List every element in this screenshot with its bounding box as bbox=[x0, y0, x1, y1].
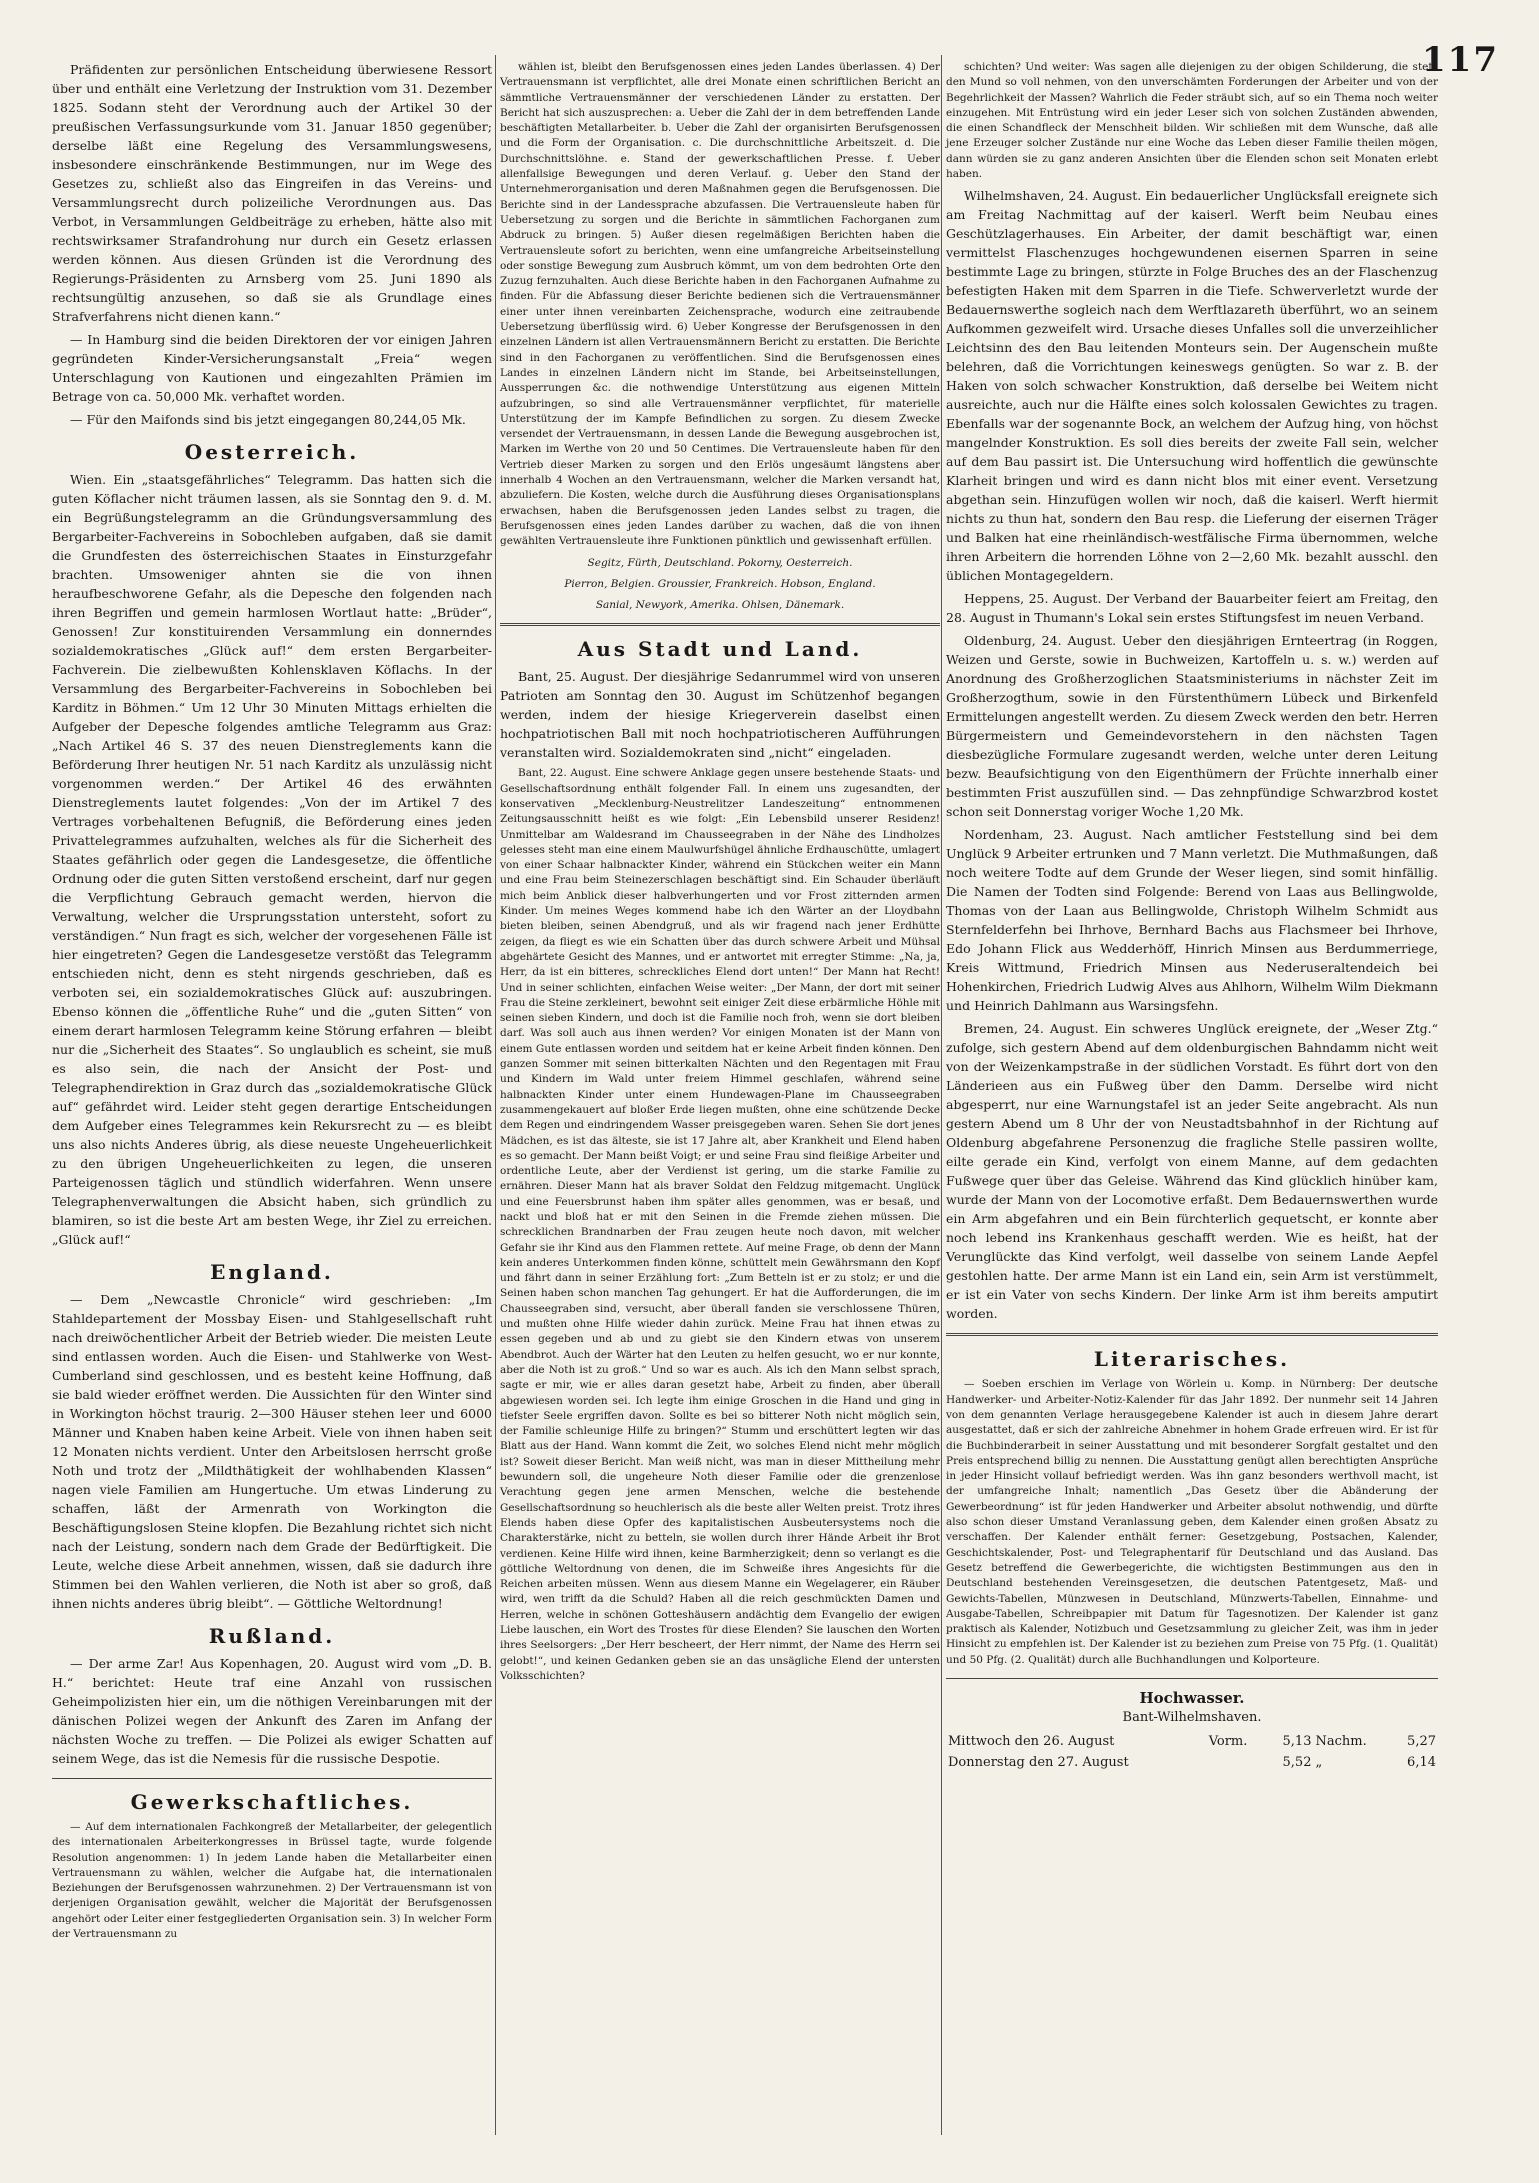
divider bbox=[946, 1333, 1438, 1336]
article-paragraph: Bant, 25. August. Der diesjährige Sedanrummel wird von unseren Patrioten am Sonntag den 30. August im Schützenhof begangen werden, indem der hiesige Kriegerverein daselbst einen hochpatriotischen Ball mit noch hochpatriotischeren Aufführungen veranstalten wird. Sozialdemokraten sind „nicht“ eingeladen. bbox=[500, 669, 940, 761]
article-paragraph: — Soeben erschien im Verlage von Wörlein u. Komp. in Nürnberg: Der deutsche Handwerker- und Arbeiter-Notiz-Kalender für das Jahr 1892. Der nunmehr seit 14 Jahren von dem genannten Verlage herausgegebene Kalender ist auch in diesem Jahre derart ausgestattet, daß er sich der zahlreiche Abnehmer in hohem Grade erfreuen wird. Er ist für die Buchbinderarbeit in seiner Ausstattung und mit besonderer Sorgfalt gestaltet und den Preis entsprechend billig zu nennen. Die Ausstattung genügt allen berechtigten Ansprüche in jeder Hinsicht vollauf befriedigt werden. Was ihn ganz besonders werthvoll macht, ist der umfangreiche Inhalt; namentlich „Das Gesetz über die Abänderung der Gewerbeordnung“ ist für jeden Handwerker und Arbeiter absolut nothwendig, und dürfte also schon dieser Umstand Veranlassung geben, dem Kalender einen großen Absatz zu verschaffen. Der Kalender enthält ferner: Gesetzgebung, Postsachen, Kalender, Geschichtskalender, Post- und Telegraphentarif für Deutschland und das Ausland. Das Gesetz betreffend die Gewerbegerichte, die wichtigsten Bestimmungen aus den in Deutschland bestehenden Vereinsgesetzen, die deutschen Patentgesetz, Maß- und Gewichts-Tabellen, Münzwesen in Deutschland, Münzwerts-Tabellen, Einnahme- und Ausgabe-Tabellen, Schreibpapier mit Datum für Tagesnotizen. Der Kalender ist ganz praktisch als Kalender, Notizbuch und Gesetzsammlung zu gleicher Zeit, was ihm in jeder Hinsicht zu empfehlen ist. Der Kalender ist zu beziehen zum Preise von 75 Pfg. (1. Qualität) und 50 Pfg. (2. Qualität) durch alle Buchhandlungen und Kolporteure. bbox=[946, 1378, 1438, 1666]
divider bbox=[52, 1778, 492, 1779]
article-paragraph: Wilhelmshaven, 24. August. Ein bedauerlicher Unglücksfall ereignete sich am Freitag Nachmittag auf der kaiserl. Werft beim Neubau eines Geschützlagerhauses. Ein Arbeiter, der damit beschäftigt war, einen vermittelst Flaschenzuges hochgewundenen eisernen Sparren in seine bestimmte Lage zu bringen, stürzte in Folge Bruches des an der Flaschenzug befestigten Haken mit dem Sparren in die Tiefe. Schwerverletzt wurde der Bedauernswerthe sogleich nach dem Werftlazareth überführt, wo an seinem Aufkommen gezweifelt wird. Ursache dieses Unfalles soll die unverzeihlicher Leichtsinn des den Bau leitenden Monteurs sein. Der Augenschein mußte belehren, daß die Vorrichtungen keineswegs genügten. So war z. B. der Haken von solch schwacher Konstruktion, daß derselbe bei Weitem nicht ausreichte, auch nur die Hälfte eines solch kolossalen Gewichtes zu tragen. Ebenfalls war der sogenannte Bock, an welchem der Aufzug hing, von höchst mangelnder Konstruktion. Es soll dies bereits der zweite Fall sein, welcher auf dem Bau passirt ist. Die Untersuchung wird hoffentlich die gewünschte Klarheit bringen und wird es dann nicht blos mit einer event. Versetzung abgethan sein. Hinzufügen wollen wir noch, daß die kaiserl. Werft hiermit nichts zu thun hat, sondern den Bau resp. die Lieferung der eisernen Träger und Balken hat eine rheinländisch-westfälische Firma übernommen, welche ihren Arbeitern die horrenden Löhne von 2—2,60 Mk. bezahlt ausschl. den üblichen Montagegeldern. bbox=[946, 188, 1438, 584]
divider bbox=[500, 623, 940, 626]
tide-pm: 6,14 bbox=[1407, 1755, 1436, 1771]
column-divider bbox=[941, 55, 942, 2135]
page-number: 117 bbox=[1422, 40, 1499, 80]
article-paragraph: Oldenburg, 24. August. Ueber den diesjährigen Ernteertrag (in Roggen, Weizen und Gerste, sowie in Buchweizen, Kartoffeln u. s. w.) werden auf Anordnung des Großherzoglichen Staatsministeriums in nächster Zeit im Großherzogthum, sowie in den Fürstenthümern Lübeck und Birkenfeld Ermittelungen angestellt werden. Zu diesem Zweck werden den betr. Herren Bürgermeistern und Gemeindevorstehern in den nächsten Tagen diesbezügliche Formulare zugesandt werden, welche unter deren Leitung bezw. Beaufsichtigung von den Eigenthümern der Früchte innerhalb einer bestimmten Frist auszufüllen sind. — Das zehnpfündige Schwarzbrod kostet schon seit Donnerstag voriger Woche 1,20 Mk. bbox=[946, 633, 1438, 820]
article-paragraph: Nordenham, 23. August. Nach amtlicher Feststellung sind bei dem Unglück 9 Arbeiter ertrunken und 7 Mann verletzt. Die Muthmaßungen, daß noch weitere Todte auf dem Grunde der Weser liegen, sind somit hinfällig. Die Namen der Todten sind Folgende: Berend von Laas aus Bellingwolde, Thomas von der Laan aus Bellingwolde, Christoph Wilhelm Schmidt aus Sternfelderfehn bei Ihrhove, Bernhard Bachs aus Flachsmeer bei Ihrhove, Edo Johann Flick aus Wedderhöff, Hinrich Minsen aus Berdummerriege, Kreis Wittmund, Friedrich Minsen aus Nederuseraltendeich bei Hohenkirchen, Friedrich Ludwig Alves aus Ahlhorn, Wilhelm Wilm Diekmann und Heinrich Dahlmann aus Warsingsfehn. bbox=[946, 827, 1438, 1014]
column-divider bbox=[495, 55, 496, 2135]
signature-line: Sanial, Newyork, Amerika. Ohlsen, Dänemark. bbox=[595, 599, 845, 612]
tides-place: Bant-Wilhelmshaven. bbox=[1122, 1710, 1262, 1726]
signature-line: Pierron, Belgien. Groussier, Frankreich. Hobson, England. bbox=[564, 577, 876, 590]
tide-pm-label: „ bbox=[1315, 1755, 1323, 1771]
article-paragraph: — Für den Maifonds sind bis jetzt eingegangen 80,244,05 Mk. bbox=[70, 412, 466, 427]
article-paragraph: — Auf dem internationalen Fachkongreß der Metallarbeiter, der gelegentlich des internationalen Arbeiterkongresses in Brüssel tagte, wurde folgende Resolution angenommen: 1) In jedem Lande haben die Metallarbeiter einen Vertrauensmann zu wählen, welcher die Aufgabe hat, die internationalen Beziehungen der Berufsgenossen wahrzunehmen. 2) Der Vertrauensmann ist von derjenigen Organisation gewählt, welcher die Majorität der Berufsgenossen angehört oder Leiter einer festgegliederten Organisation sein. 3) In welcher Form der Vertrauensmann zu bbox=[52, 1821, 492, 1941]
tide-day: Mittwoch den 26. August bbox=[948, 1734, 1115, 1750]
tide-am-label bbox=[1207, 1752, 1267, 1773]
tide-pm: 5,27 bbox=[1407, 1734, 1436, 1750]
signature-line: Segitz, Fürth, Deutschland. Pokorny, Oesterreich. bbox=[587, 556, 853, 569]
section-heading: Rußland. bbox=[208, 1624, 336, 1648]
column-2 bbox=[500, 60, 940, 1688]
article-paragraph: Wien. Ein „staatsgefährliches“ Telegramm. Das hatten sich die guten Köflacher nicht träumen lassen, als sie Sonntag den 9. d. M. ein Begrüßungstelegramm an die Gründungsversammlung des Bergarbeiter-Fachvereins in Sobochleben aufgaben, daß sie damit die Grundfesten des österreichischen Staates in Einsturzgefahr brachten. Umsoweniger ahnten sie die von ihnen heraufbeschworene Gefahr, als die Depesche den folgenden nach ihren Begriffen und gemein harmlosen Wortlaut hatte: „Brüder“, Genossen! Zur konstituirenden Versammlung ein donnerndes sozialdemokratisches „Glück auf!“ dem ersten Bergarbeiter-Fachverein. Die zielbewußten Kohlensklaven Köflachs. In der Versammlung des Bergarbeiter-Fachvereins in Sobochleben bei Karditz in Böhmen.“ Um 12 Uhr 30 Minuten Mittags erhielten die Aufgeber der Depesche folgendes amtliche Telegramm aus Graz: „Nach Artikel 46 S. 37 des neuen Dienstreglements kann die Beförderung Ihrer heutigen Nr. 51 nach Karditz als unzulässig nicht vorgenommen werden.“ Der Artikel 46 des erwähnten Dienstreglements lautet folgendes: „Von der im Artikel 7 des Vertrages vorbehaltenen Befugniß, die Beförderung eines jeden Privattelegrammes aufzuhalten, welches als für die Sicherheit des Staates gefährlich oder gegen die Landesgesetze, die öffentliche Ordnung oder die guten Sitten verstoßend erscheint, darf nur gegen die Verpflichtung Gebrauch gemacht werden, hiervon die Verwaltung, welcher die Ursprungsstation untersteht, sofort zu verständigen.“ Nun fragt es sich, welcher der vorgesehenen Fälle ist hier eingetreten? Gegen die Landesgesetze verstößt das Telegramm entschieden nicht, denn es steht nirgends geschrieben, daß es verboten sei, ein sozialdemokratisches Glück auf: auszubringen. Ebenso können die „öffentliche Ruhe“ und die „guten Sitten“ von einem derart harmlosen Telegramm keine Störung erfahren — bleibt nur die „Sicherheit des Staates“. So unglaublich es scheint, sie muß es also sein, die nach der Ansicht der Post- und Telegraphendirektion in Graz durch das „sozialdemokratische Glück auf“ gefährdet wird. Leider steht gegen derartige Entscheidungen dem Aufgeber eines Telegrammes kein Rekursrecht zu — es bleibt uns also nichts Anderes übrig, als diese neueste Ungeheuerlichkeit zu den übrigen Ungeheuerlichkeiten zu legen, die unseren Parteigenossen täglich und stündlich widerfahren. Wenn unsere Telegraphenverwaltungen die Absicht haben, sich gründlich zu blamiren, so ist die beste Art am besten Wege, ihr Ziel zu erreichen. „Glück auf!“ bbox=[52, 472, 492, 1247]
article-paragraph: Bant, 22. August. Eine schwere Anklage gegen unsere bestehende Staats- und Gesellschaftsordnung enthält folgender Fall. In einem uns zugesandten, der konservativen „Mecklenburg-Neustrelitzer Landeszeitung“ entnommenen Zeitungsausschnitt heißt es wie folgt: „Ein Lebensbild unserer Residenz! Unmittelbar am Waldesrand im Chausseegraben in der Nähe des Lindholzes gelesses steht man eine einem Maulwurfshügel ähnliche Erdhauschütte, umlagert von einer Schaar halbnackter Kinder, während ein Stückchen weiter ein Mann und eine Frau beim Steinezerschlagen beschäftigt sind. Ein Schauder überläuft mich beim Anblick dieser halbverhungerten und vor Frost zitternden armen Kinder. Um meines Weges kommend habe ich den Wärter an der Lloydbahn bieten bleiben, seinen Abendgruß, und als wir fragend nach jener Erdhütte zeigen, da fliegt es wie ein Schatten über das durch schwere Arbeit und Mühsal abgehärtete Gesicht des Mannes, und er antwortet mit erregter Stimme: „Na, ja, Herr, da ist ein bitteres, schreckliches Elend dort unten!“ Der Mann hat Recht! Und in seiner schlichten, einfachen Weise weiter: „Der Mann, der dort mit seiner Frau die Steine zerkleinert, bewohnt seit einiger Zeit diese erbärmliche Höhle mit seinen sieben Kindern, und doch ist die Familie noch froh, wenn sie dort bleiben darf. Was soll auch aus ihnen werden? Vor einigen Monaten ist der Mann von einem Gute entlassen worden und seitdem hat er keine Arbeit finden können. Den ganzen Sommer mit seinen bitterkalten Nächten und den Regentagen mit Frau und Kindern im Wald unter freiem Himmel geschlafen, während seine halbnackten Kinder unter einem Hundewagen-Plane im Chausseegraben zusammengekauert auf bloßer Erde liegen mußten, ohne eine schützende Decke dem Regen und eindringendem Wasser preisgegeben waren. Sehen Sie dort jenes Mädchen, es ist das älteste, sie ist 17 Jahre alt, aber Krankheit und Elend haben es so gemacht. Der Mann beißt Voigt; er und seine Frau sind fleißige Arbeiter und ordentliche Leute, aber der Verdienst ist gering, um die starke Familie zu ernähren. Dieser Mann hat als braver Soldat den Feldzug mitgemacht. Unglück und eine Feuersbrunst haben ihm später alles genommen, was er besaß, und nackt und bloß hat er mit den Seinen in die Fremde ziehen müssen. Die schrecklichen Brandnarben der Frau zeugen heute noch davon, mit welcher Gefahr sie ihr Kind aus den Flammen rettete. Auf meine Frage, ob denn der Mann kein anderes Unterkommen finden könne, schüttelt mein Gewährsmann den Kopf und fährt dann in seiner Erzählung fort: „Zum Betteln ist er zu stolz; er und die Seinen haben schon manchen Tag gehungert. Er hat die Aufforderungen, die im Chausseegraben sind, versucht, aber überall fanden sie verschlossene Thüren, und mußten ohne Hilfe wieder dahin zurück. Meine Frau hat ihnen etwas zu essen gegeben und ab und zu giebt sie den Kindern etwas von unserem Abendbrot. Auch der Wärter hat den Leuten zu helfen gesucht, wo er nur konnte, aber die Noth ist zu groß.“ Und so war es auch. Als ich den Mann selbst sprach, sagte er mir, wie er alles daran gesetzt habe, Arbeit zu finden, aber überall abgewiesen worden sei. Ich legte ihm einige Groschen in die Hand und ging in tiefster Seele ergriffen davon. Sollte es bei so bitterer Noth nicht möglich sein, der Familie schleunige Hilfe zu bringen?“ Stumm und erschüttert legten wir das Blatt aus der Hand. Wann kommt die Zeit, wo solches Elend nicht mehr möglich ist? Soweit dieser Bericht. Man weiß nicht, was man in dieser Mittheilung mehr bewundern soll, die ungeheure Noth dieser Familie oder die grenzenlose Verachtung gegen jene armen Menschen, welche die bestehende Gesellschaftsordnung so heuchlerisch als die beste aller Welten preist. Trotz ihres Elends haben diese Opfer des kapitalistischen Ausbeutersystems noch die Charakterstärke, nicht zu betteln, sie wollen durch ihrer Hände Arbeit ihr Brot verdienen. Keine Hilfe wird ihnen, keine Barmherzigkeit; denn so verlangt es die göttliche Weltordnung von denen, die im Schweiße ihres Angesichts für die Reichen arbeiten müssen. Wenn aus diesem Manne ein Wegelagerer, ein Räuber wird, wen trifft da die Schuld? Haben all die reich geschmückten Damen und Herren, welche in schönen Gotteshäusern andächtig dem Evangelio der ewigen Liebe lauschen, ein Wort des Trostes für diese Elenden? Sie lauschen den Worten ihres Seelsorgers: „Der Herr bescheert, der Herr nimmt, der Name des Herrn sei gelobt!“, und keinen Gedanken geben sie an das unsägliche Elend der untersten Volksschichten? bbox=[500, 767, 940, 1682]
article-paragraph: Heppens, 25. August. Der Verband der Bauarbeiter feiert am Freitag, den 28. August in Thumann's Lokal sein erstes Stiftungsfest im neuen Verband. bbox=[946, 591, 1438, 626]
section-heading: England. bbox=[210, 1260, 334, 1284]
section-heading: Aus Stadt und Land. bbox=[577, 637, 863, 662]
section-heading: Oesterreich. bbox=[184, 440, 360, 464]
article-paragraph: — In Hamburg sind die beiden Direktoren der vor einigen Jahren gegründeten Kinder-Versicherungsanstalt „Freia“ wegen Unterschlagung von Kautionen und eingezahlten Prämien im Betrage von ca. 50,000 Mk. verhaftet worden. bbox=[52, 332, 492, 404]
tide-am-label: Vorm. bbox=[1208, 1734, 1248, 1750]
tide-day: Donnerstag den 27. August bbox=[948, 1755, 1129, 1771]
section-heading: Literarisches. bbox=[1093, 1347, 1291, 1372]
article-paragraph: schichten? Und weiter: Was sagen alle diejenigen zu der obigen Schilderung, die stets den Mund so voll nehmen, von den unverschämten Forderungen der Arbeiter und von der Begehrlichkeit der Massen? Wahrlich die Feder sträubt sich, auf so ein Thema noch weiter einzugehen. Mit Entrüstung wird ein jeder Leser sich von solchen Zuständen abwenden, die einen Schandfleck der Menschheit bilden. Wir schließen mit dem Wunsche, daß alle jene Erzeuger solcher Zustände nur eine Woche das Leben dieser Familie theilen mögen, dann würden sie zu ganz anderen Ansichten über die Elenden schon seit Monaten erlebt haben. bbox=[946, 61, 1438, 181]
table-row bbox=[946, 1731, 1438, 1752]
section-heading: Gewerkschaftliches. bbox=[130, 1790, 414, 1814]
column-1 bbox=[52, 60, 492, 1946]
column-3 bbox=[946, 60, 1438, 1773]
tide-am: 5,52 bbox=[1282, 1755, 1312, 1771]
article-paragraph: wählen ist, bleibt den Berufsgenossen eines jeden Landes überlassen. 4) Der Vertrauensmann ist verpflichtet, alle drei Monate einen schriftlichen Bericht an sämmtliche Vertrauensmänner der verschiedenen Länder zu erstatten. Der Bericht hat sich auszusprechen: a. Ueber die Zahl der in dem betreffenden Lande beschäftigten Metallarbeiter. b. Ueber die Zahl der organisirten Berufsgenossen und die Form der Organisation. c. Die durchschnittliche Arbeitszeit. d. Die Durchschnittslöhne. e. Stand der gewerkschaftlichen Presse. f. Ueber allenfallsige Bewegungen und deren Verlauf. g. Ueber den Stand der Unternehmerorganisation und deren Maßnahmen gegen die Berufsgenossen. Die Berichte sind in der Landessprache abzufassen. Die Vertrauensleute haben für Uebersetzung zu sorgen und die Berichte in sämmtlichen Fachorganen zum Abdruck zu bringen. 5) Außer diesen regelmäßigen Berichten haben die Vertrauensleute sofort zu berichten, wenn eine umfangreiche Arbeitseinstellung oder sonstige Bewegung zum Ausbruch kömmt, um von dem bedrohten Orte den Zuzug fernzuhalten. Auch diese Berichte haben in den Fachorganen Aufnahme zu finden. Für die Abfassung dieser Berichte bedienen sich die Vertrauensmänner einer unter ihnen vereinbarten Zeichensprache, wodurch eine zeitraubende Uebersetzung überflüssig wird. 6) Ueber Kongresse der Berufsgenossen in den einzelnen Ländern ist allen Vertrauensmännern Bericht zu erstatten. Die Berichte sind in den Fachorganen zu veröffentlichen. Sind die Berufsgenossen eines Landes in einzelnen Ländern nicht im Stande, bei Arbeitseinstellungen, Aussperrungen &c. die nothwendige Unterstützung aus eigenen Mitteln aufzubringen, so sind alle Vertrauensmänner verpflichtet, für materielle Unterstützung der im Kampfe Befindlichen zu sorgen. Zu diesem Zwecke versendet der Vertrauensmann, in dessen Lande die Bewegung ausgebrochen ist, Marken im Werthe von 20 und 50 Centimes. Die Vertrauensleute haben für den Vertrieb dieser Marken zu sorgen und den Erlös ungesäumt längstens aber innerhalb 4 Wochen an den Vertrauensmann, welcher die Marken versandt hat, abzuliefern. Die Kosten, welche durch die Ausführung dieses Organisationsplans erwachsen, haben die Berufsgenossen jeden Landes selbst zu tragen, die Berufsgenossen eines jeden Landes darüber zu wachen, daß die von ihnen gewählten Vertrauensleute ihre Funktionen pünktlich und gewissenhaft erfüllen. bbox=[500, 61, 940, 548]
tide-pm-label: Nachm. bbox=[1315, 1734, 1367, 1750]
divider bbox=[946, 1678, 1438, 1679]
tides-table bbox=[946, 1731, 1438, 1773]
tide-am: 5,13 bbox=[1282, 1734, 1312, 1750]
article-paragraph: Bremen, 24. August. Ein schweres Unglück ereignete, der „Weser Ztg.“ zufolge, sich gestern Abend auf dem oldenburgischen Bahndamm nicht weit von der Weizenkampstraße in der südlichen Vorstadt. Es führt dort von den Länderieen aus ein Fußweg über den Damm. Derselbe wird nicht abgesperrt, nur eine Warnungstafel ist an jeder Seite angebracht. Als nun gestern Abend um 8 Uhr der von Neustadtsbahnhof in der Richtung auf Oldenburg abgefahrene Personenzug die fragliche Stelle passiren wollte, eilte gerade ein Kind, verfolgt von einem Manne, auf dem gedachten Fußwege quer über das Geleise. Während das Kind glücklich hinüber kam, wurde der Mann von der Locomotive erfaßt. Dem Bedauernswerthen wurde ein Arm abgefahren und ein Bein fürchterlich gequetscht, er konnte aber noch lebend ins Krankenhaus geschafft werden. Wie es heißt, hat der Verunglückte das Kind verfolgt, weil dasselbe von seinem Lande Aepfel gestohlen hatte. Der arme Mann ist ein Land ein, sein Arm ist verstümmelt, er ist ein Vater von sechs Kindern. Der linke Arm ist ihm bereits amputirt worden. bbox=[946, 1021, 1438, 1322]
tides-heading: Hochwasser. bbox=[1139, 1689, 1245, 1708]
article-paragraph: — Der arme Zar! Aus Kopenhagen, 20. August wird vom „D. B. H.“ berichtet: Heute traf eine Anzahl von russischen Geheimpolizisten hier ein, um die nöthigen Vereinbarungen mit der dänischen Polizei wegen der Ankunft des Zaren im Anfang der nächsten Woche zu treffen. — Die Polizei als ewiger Schatten auf seinem Wege, das ist die Nemesis für die russische Despotie. bbox=[52, 1656, 492, 1766]
article-paragraph: — Dem „Newcastle Chronicle“ wird geschrieben: „Im Stahldepartement der Mossbay Eisen- und Stahlgesellschaft ruht nach dreiwöchentlicher Arbeit der Betrieb wieder. Die meisten Leute sind entlassen worden. Auch die Eisen- und Stahlwerke von West-Cumberland sind geschlossen, und es besteht keine Hoffnung, daß sie bald wieder eröffnet werden. Die Aussichten für den Winter sind in Workington höchst traurig. 2—300 Häuser stehen leer und 6000 Männer und Knaben haben keine Arbeit. Viele von ihnen haben seit 12 Monaten nichts verdient. Unter den Arbeitslosen herrscht große Noth und trotz der „Mildthätigkeit der wohlhabenden Klassen“ nagen viele Familien am Hungertuche. Um etwas Linderung zu schaffen, läßt der Armenrath von Workington die Beschäftigungslosen Steine klopfen. Die Bezahlung richtet sich nicht nach der Leistung, sondern nach dem Grade der Bedürftigkeit. Die Leute, welche diese Arbeit annehmen, wissen, daß sie dadurch ihre Stimmen bei den Wahlen verlieren, die Noth ist aber so groß, daß ihnen nichts anderes übrig bleibt“. — Göttliche Weltordnung! bbox=[52, 1292, 492, 1611]
table-row bbox=[946, 1752, 1438, 1773]
article-paragraph: Präfidenten zur persönlichen Entscheidung überwiesene Ressort über und enthält eine Verletzung der Instruktion vom 31. Dezember 1825. Sodann steht der Verordnung auch der Artikel 30 der preußischen Verfassungsurkunde vom 31. Januar 1850 gegenüber; derselbe läßt eine Regelung des Versammlungswesens, insbesondere einschränkende Bestimmungen, nur im Wege des Gesetzes zu, schließt also das Eingreifen in das Vereins- und Versammlungsrecht durch polizeiliche Verordnungen aus. Das Verbot, in Versammlungen Geldbeiträge zu erheben, hätte also mit rechtswirksamer Strafandrohung nur durch ein Gesetz erlassen werden können. Aus diesen Gründen ist die Verordnung des Regierungs-Präsidenten zu Arnsberg vom 25. Juni 1890 als rechtsungültig anzusehen, so daß sie als Grundlage eines Strafverfahrens nicht dienen kann.“ bbox=[52, 62, 492, 324]
